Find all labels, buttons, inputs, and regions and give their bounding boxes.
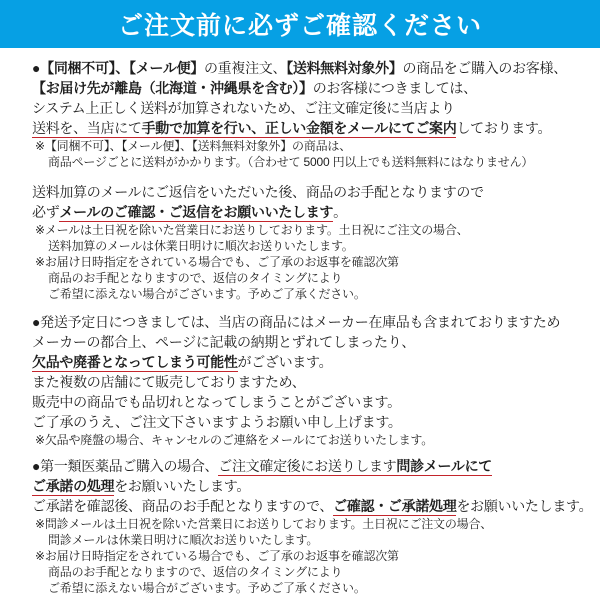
text-run: 商品のお手配となりますので、返信のタイミングにより — [48, 271, 343, 285]
emphasized-text-run: 欠品や廃番となってしまう可能性 — [32, 354, 238, 372]
text-line — [32, 78, 596, 98]
text-line — [32, 332, 596, 352]
text-line — [32, 254, 596, 270]
text-run: ※メールは土日祝を除いた営業日にお送りしております。土日祝にご注文の場合、 — [35, 223, 469, 237]
text-run: 。 — [333, 204, 347, 220]
text-line — [32, 580, 596, 596]
text-line — [32, 532, 596, 548]
text-line — [32, 432, 596, 448]
text-run: ご了承のうえ、ご注文下さいますようお願い申し上げます。 — [32, 414, 402, 430]
text-run: の商品をご購入のお客様、 — [402, 60, 567, 76]
emphasized-text-run: ご承諾の処理 — [32, 478, 114, 496]
text-run: ●【同梱不可】、【メール便】 — [32, 60, 204, 76]
text-run: ※問診メールは土日祝を除いた営業日にお送りしております。土日祝にご注文の場合、 — [35, 517, 493, 531]
text-line — [32, 412, 596, 432]
text-run: のお客様につきましては、 — [312, 80, 477, 96]
text-run: 送料加算のメールは休業日明けに順次お送りいたします。 — [48, 239, 354, 253]
text-run: 送料加算のメールにご返信をいただいた後、商品のお手配となりますので — [32, 184, 484, 200]
text-run: がございます。 — [237, 354, 333, 370]
text-run: 商品のお手配となりますので、返信のタイミングにより — [48, 565, 343, 579]
emphasized-text-run: メールのご確認・ご返信をお願いいたします — [59, 204, 333, 222]
text-line — [32, 98, 596, 118]
text-run: ※【同梱不可】、【メール便】、【送料無料対象外】の商品は、 — [35, 139, 352, 153]
text-line — [32, 202, 596, 222]
text-run: の重複注文、 — [203, 60, 287, 76]
emphasized-text-run: 手動で加算を行い、正しい金額をメールにてご案内 — [142, 120, 457, 138]
text-run: ※欠品や廃盤の場合、キャンセルのご連絡をメールにてお送りいたします。 — [35, 433, 434, 447]
text-line — [32, 372, 596, 392]
emphasized-text-run: 送料を、当店にて — [32, 120, 142, 138]
text-run: ●第一類医薬品ご購入の場合、 — [32, 458, 219, 474]
text-line — [32, 312, 596, 332]
text-run: 必ず — [32, 204, 60, 220]
text-line — [32, 58, 596, 78]
text-run: ※お届け日時指定をされている場合でも、ご了承のお返事を確認次第 — [35, 255, 399, 269]
text-run: ※お届け日時指定をされている場合でも、ご了承のお返事を確認次第 — [35, 549, 399, 563]
text-run: ご希望に添えない場合がございます。予めご了承ください。 — [48, 287, 366, 301]
text-line — [32, 238, 596, 254]
text-run: また複数の店舗にて販売しておりますため、 — [32, 374, 306, 390]
notice-title: ご注文前に必ずご確認ください — [117, 12, 482, 40]
text-line — [32, 154, 596, 170]
text-run: 販売中の商品でも品切れとなってしまうことがございます。 — [32, 394, 401, 410]
notice-body — [0, 48, 600, 596]
text-line — [32, 222, 596, 238]
text-line — [32, 456, 596, 476]
emphasized-text-run: ご注文確定後にお送りします — [218, 458, 396, 476]
text-line — [32, 118, 596, 138]
text-line — [32, 392, 596, 412]
text-line — [32, 286, 596, 302]
text-line — [32, 496, 596, 516]
notice-header-bar — [0, 0, 600, 48]
emphasized-text-run: 問診メールにて — [396, 458, 492, 476]
text-run: メーカーの都合上、ページに記載の納期とずれてしまったり、 — [32, 334, 416, 350]
text-line — [32, 564, 596, 580]
text-run: 商品ページごとに送料がかかります。（合わせて 5000 円以上でも送料無料にはなりません） — [48, 155, 534, 169]
text-line — [32, 476, 596, 496]
text-run: をお願いいたします。 — [456, 498, 593, 514]
text-line — [32, 138, 596, 154]
text-run: ●発送予定日につきましては、当店の商品にはメーカー在庫品も含まれておりますため — [32, 314, 561, 330]
text-run: をお願いいたします。 — [114, 478, 251, 494]
text-run: 【お届け先が離島（北海道・沖縄県を含む）】 — [32, 80, 313, 96]
text-line — [32, 516, 596, 532]
text-line — [32, 270, 596, 286]
text-line — [32, 548, 596, 564]
text-line — [32, 352, 596, 372]
text-run: 問診メールは休業日明けに順次お送りいたします。 — [48, 533, 319, 547]
text-run: ご承諾を確認後、商品のお手配となりますので、 — [32, 498, 334, 514]
text-run: システム上正しく送料が加算されないため、ご注文確定後に当店より — [32, 100, 455, 116]
emphasized-text-run: ご確認・ご承諾処理 — [333, 498, 456, 516]
text-line — [32, 182, 596, 202]
text-run: しております。 — [456, 120, 552, 136]
text-run: ご希望に添えない場合がございます。予めご了承ください。 — [48, 581, 366, 595]
text-run: 【送料無料対象外】 — [286, 60, 403, 76]
